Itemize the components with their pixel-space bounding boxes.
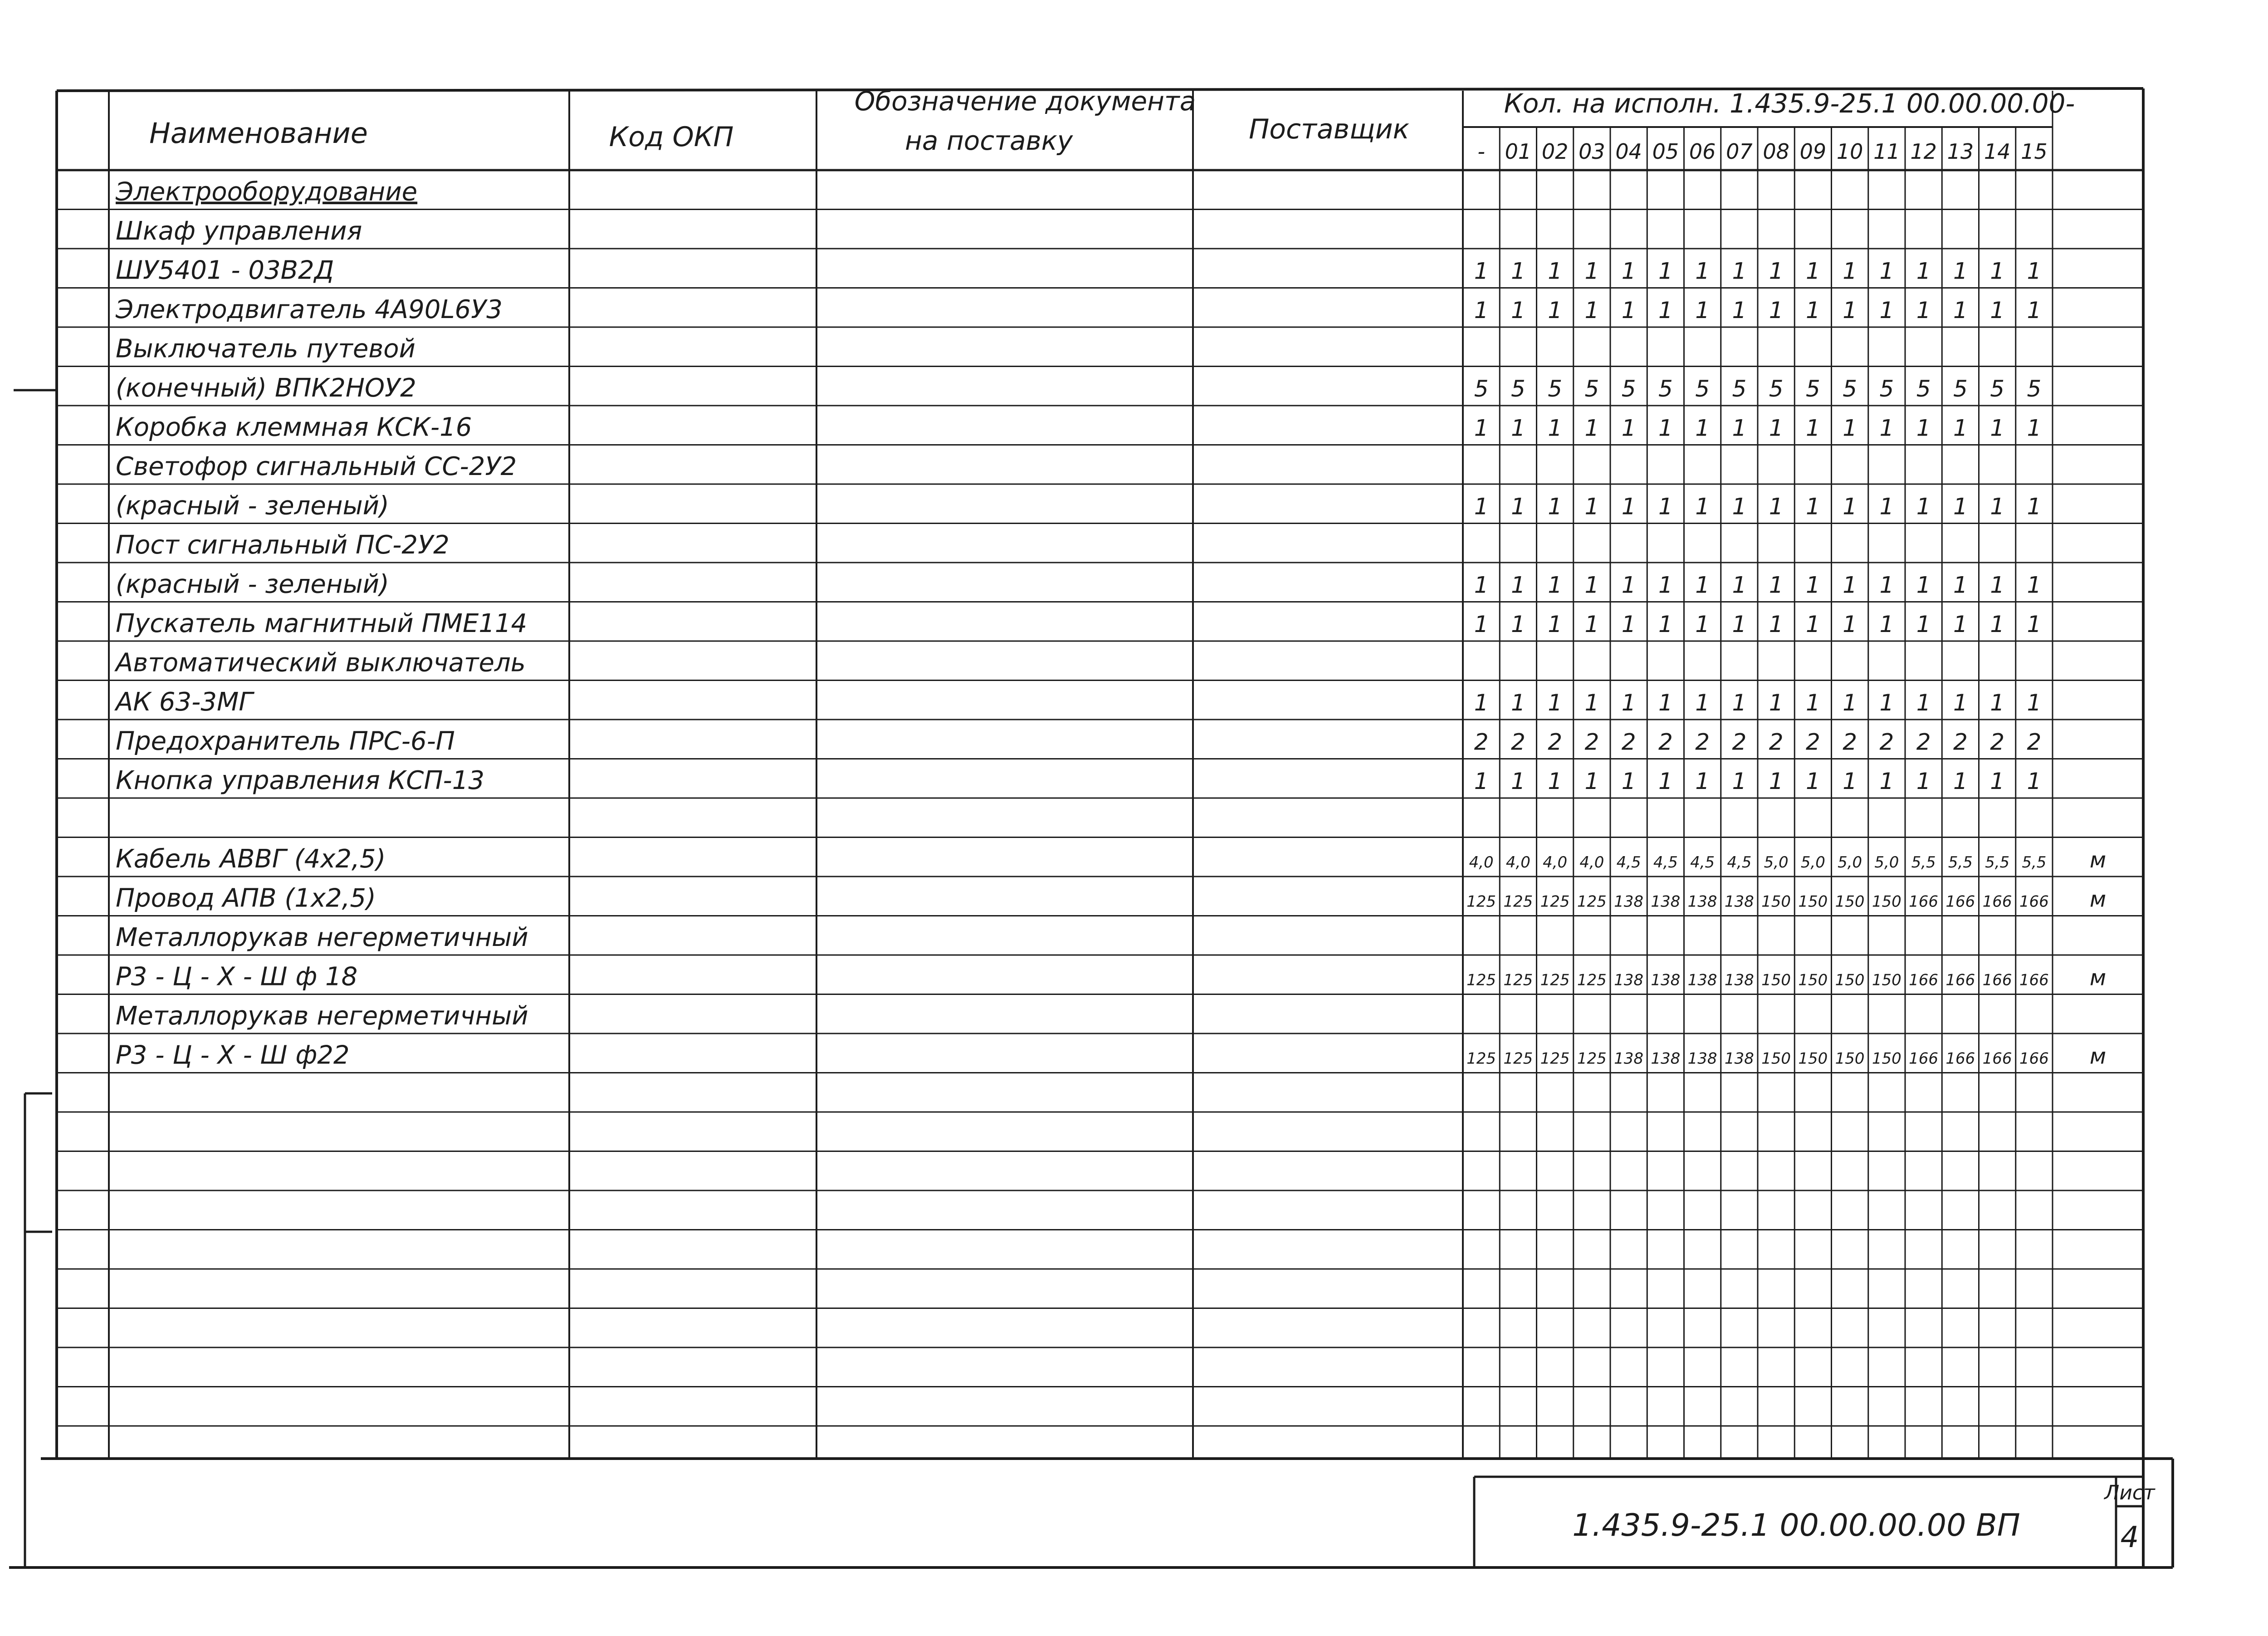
qty-cell: 1 <box>1732 572 1747 598</box>
qty-cell: 4,5 <box>1727 853 1752 872</box>
qty-cell: 1 <box>1510 768 1525 794</box>
qty-cell: 5,5 <box>1911 853 1936 872</box>
qty-cell: 138 <box>1614 892 1644 911</box>
unit-cell: м <box>2089 965 2107 991</box>
qty-cell: 166 <box>1982 971 2012 989</box>
qty-cell: 1 <box>1805 258 1820 284</box>
qty-cell: 1 <box>1769 297 1784 323</box>
qty-cell: 138 <box>1724 1049 1754 1068</box>
qty-cell: 2 <box>1658 729 1673 755</box>
qty-cell: 138 <box>1724 892 1754 911</box>
qty-cell: 2 <box>1510 729 1525 755</box>
qty-cell: 1 <box>1584 258 1599 284</box>
qty-cell: 2 <box>1695 729 1710 755</box>
qty-cell: 1 <box>1474 690 1489 716</box>
qty-cell: 4,0 <box>1469 853 1494 872</box>
qty-cell: 1 <box>1843 415 1857 441</box>
qty-cell: 166 <box>2019 971 2049 989</box>
row-name: Электрооборудование <box>116 177 418 207</box>
qty-cell: 138 <box>1687 1049 1717 1068</box>
qty-cell: 150 <box>1835 892 1865 911</box>
variant-header-02: 02 <box>1541 139 1569 164</box>
qty-cell: 5,5 <box>2022 853 2047 872</box>
qty-cell: 1 <box>1732 690 1747 716</box>
qty-cell: 1 <box>1621 493 1636 520</box>
qty-cell: 150 <box>1798 892 1828 911</box>
qty-cell: 1 <box>1658 493 1673 520</box>
qty-cell: 2 <box>2027 729 2042 755</box>
qty-cell: 1 <box>1953 768 1968 794</box>
row-name: Провод АПВ (1х2,5) <box>116 883 376 913</box>
row-name: Кнопка управления КСП-13 <box>116 766 484 795</box>
qty-cell: 1 <box>1474 493 1489 520</box>
qty-cell: 125 <box>1503 892 1533 911</box>
qty-cell: 5 <box>1548 376 1563 402</box>
stamp-sheet-number: 4 <box>2120 1521 2139 1554</box>
qty-cell: 1 <box>1695 493 1710 520</box>
qty-cell: 5 <box>1658 376 1673 402</box>
qty-cell: 125 <box>1466 1049 1496 1068</box>
qty-cell: 1 <box>1916 611 1931 637</box>
qty-cell: 1 <box>1769 415 1784 441</box>
qty-cell: 125 <box>1577 1049 1607 1068</box>
qty-cell: 1 <box>1548 297 1563 323</box>
header-doc-line1: Обозначение документа <box>854 86 1196 117</box>
qty-cell: 1 <box>2027 415 2042 441</box>
stamp-designation: 1.435.9-25.1 00.00.00.00 ВП <box>1572 1508 2020 1543</box>
unit-cell: м <box>2089 1043 2107 1069</box>
qty-cell: 1 <box>1621 572 1636 598</box>
qty-cell: 1 <box>1621 611 1636 637</box>
row-name: АК 63-3МГ <box>116 687 253 717</box>
qty-cell: 1 <box>1843 493 1857 520</box>
qty-cell: 1 <box>1695 768 1710 794</box>
qty-cell: 1 <box>1805 415 1820 441</box>
qty-cell: 5 <box>1879 376 1894 402</box>
qty-cell: 1 <box>1621 690 1636 716</box>
qty-cell: 1 <box>1474 258 1489 284</box>
qty-cell: 1 <box>2027 258 2042 284</box>
qty-cell: 150 <box>1835 1049 1865 1068</box>
qty-cell: 5,0 <box>1838 853 1862 872</box>
row-name: Предохранитель ПРС-6-П <box>116 726 455 756</box>
qty-cell: 1 <box>1584 415 1599 441</box>
qty-cell: 4,0 <box>1505 853 1530 872</box>
qty-cell: 1 <box>1658 258 1673 284</box>
qty-cell: 150 <box>1798 971 1828 989</box>
qty-cell: 5 <box>1510 376 1525 402</box>
qty-cell: 166 <box>1982 1049 2012 1068</box>
qty-cell: 2 <box>1916 729 1931 755</box>
header-supplier: Поставщик <box>1249 113 1409 145</box>
row-name: Коробка клеммная КСК-16 <box>116 412 472 442</box>
qty-cell: 1 <box>1695 258 1710 284</box>
qty-cell: 1 <box>1916 768 1931 794</box>
variant-headers <box>1477 139 2047 164</box>
qty-cell: 1 <box>1584 493 1599 520</box>
qty-cell: 1 <box>1805 768 1820 794</box>
qty-cell: 1 <box>1584 611 1599 637</box>
qty-cell: 2 <box>1769 729 1784 755</box>
qty-cell: 1 <box>1769 572 1784 598</box>
qty-cell: 1 <box>1990 415 2005 441</box>
qty-cell: 1 <box>1474 572 1489 598</box>
qty-cell: 166 <box>1982 892 2012 911</box>
qty-cell: 5 <box>1695 376 1710 402</box>
row-name: Пускатель магнитный ПМЕ114 <box>116 609 528 638</box>
qty-cell: 1 <box>1584 768 1599 794</box>
qty-cell: 1 <box>1474 768 1489 794</box>
qty-cell: 1 <box>1879 768 1894 794</box>
qty-cell: 1 <box>1990 572 2005 598</box>
qty-cell: 1 <box>1474 297 1489 323</box>
qty-cell: 138 <box>1614 1049 1644 1068</box>
variant-header-03: 03 <box>1579 139 1605 164</box>
qty-cell: 1 <box>1953 258 1968 284</box>
qty-cell: 1 <box>1769 258 1784 284</box>
qty-cell: 4,5 <box>1653 853 1678 872</box>
qty-cell: 1 <box>1805 690 1820 716</box>
qty-cell: 125 <box>1540 971 1570 989</box>
qty-cell: 1 <box>1805 572 1820 598</box>
qty-cell: 1 <box>1732 297 1747 323</box>
variant-header-09: 09 <box>1799 139 1827 164</box>
qty-cell: 1 <box>1658 297 1673 323</box>
qty-cell: 1 <box>1510 297 1525 323</box>
row-name: (конечный) ВПК2НОУ2 <box>116 373 416 403</box>
qty-cell: 2 <box>1548 729 1563 755</box>
header-name: Наименование <box>149 117 368 150</box>
qty-cell: 1 <box>1695 611 1710 637</box>
qty-cell: 138 <box>1724 971 1754 989</box>
qty-cell: 5,5 <box>1948 853 1973 872</box>
qty-cell: 1 <box>1658 690 1673 716</box>
row-name: Р3 - Ц - Х - Ш ф22 <box>116 1040 350 1070</box>
qty-cell: 1 <box>1916 258 1931 284</box>
qty-cell: 1 <box>2027 611 2042 637</box>
qty-cell: 1 <box>1548 415 1563 441</box>
qty-cell: 1 <box>1695 297 1710 323</box>
qty-cell: 166 <box>1945 892 1975 911</box>
qty-cell: 2 <box>1584 729 1599 755</box>
qty-cell: 1 <box>1769 611 1784 637</box>
qty-cell: 4,5 <box>1690 853 1715 872</box>
qty-cell: 166 <box>1945 971 1975 989</box>
variant-header-04: 04 <box>1615 139 1642 164</box>
header-okp: Код ОКП <box>609 121 734 153</box>
qty-cell: 1 <box>1658 572 1673 598</box>
qty-cell: 2 <box>1879 729 1894 755</box>
qty-cell: 166 <box>2019 892 2049 911</box>
qty-cell: 5 <box>1916 376 1931 402</box>
qty-cell: 1 <box>1990 297 2005 323</box>
qty-cell: 1 <box>1548 690 1563 716</box>
qty-cell: 1 <box>1769 493 1784 520</box>
qty-cell: 1 <box>1843 690 1857 716</box>
qty-cell: 125 <box>1577 971 1607 989</box>
qty-cell: 1 <box>1843 297 1857 323</box>
qty-cell: 1 <box>1584 690 1599 716</box>
qty-cell: 1 <box>1732 611 1747 637</box>
qty-cell: 1 <box>1510 690 1525 716</box>
qty-cell: 5 <box>1953 376 1968 402</box>
qty-cell: 5 <box>1805 376 1820 402</box>
qty-cell: 5 <box>2027 376 2042 402</box>
qty-cell: 1 <box>1843 572 1857 598</box>
qty-cell: 4,0 <box>1543 853 1568 872</box>
qty-cell: 150 <box>1872 892 1901 911</box>
qty-cell: 1 <box>1953 572 1968 598</box>
qty-cell: 138 <box>1687 971 1717 989</box>
qty-cell: 166 <box>1909 892 1939 911</box>
qty-cell: 166 <box>1909 971 1939 989</box>
qty-cell: 1 <box>1953 297 1968 323</box>
qty-cell: 1 <box>1584 297 1599 323</box>
qty-cell: 1 <box>1548 258 1563 284</box>
qty-cell: 5 <box>1843 376 1857 402</box>
header-qty-title: Кол. на исполн. 1.435.9-25.1 00.00.00.00- <box>1504 88 2075 119</box>
qty-cell: 2 <box>1953 729 1968 755</box>
qty-cell: 1 <box>1990 690 2005 716</box>
row-name: Металлорукав негерметичный <box>116 1001 528 1031</box>
qty-cell: 1 <box>1732 768 1747 794</box>
stamp-sheet-label: Лист <box>2104 1481 2155 1504</box>
qty-cell: 1 <box>1990 768 2005 794</box>
qty-cell: 1 <box>1879 493 1894 520</box>
qty-cell: 125 <box>1540 1049 1570 1068</box>
left-binding-strip <box>14 390 57 1567</box>
qty-cell: 166 <box>1945 1049 1975 1068</box>
qty-cell: 2 <box>1805 729 1820 755</box>
qty-cell: 1 <box>1916 572 1931 598</box>
qty-cell: 1 <box>1953 690 1968 716</box>
qty-cell: 1 <box>1695 690 1710 716</box>
qty-cell: 1 <box>1916 415 1931 441</box>
qty-cell: 1 <box>1658 768 1673 794</box>
qty-cell: 1 <box>1732 415 1747 441</box>
qty-cell: 5 <box>1474 376 1489 402</box>
qty-cell: 5,5 <box>1985 853 2010 872</box>
qty-cell: 1 <box>1916 690 1931 716</box>
qty-cell: 1 <box>1474 415 1489 441</box>
qty-cell: 4,5 <box>1616 853 1641 872</box>
qty-cell: 1 <box>1548 493 1563 520</box>
qty-cell: 1 <box>1916 493 1931 520</box>
qty-cell: 150 <box>1835 971 1865 989</box>
qty-cell: 4,0 <box>1579 853 1604 872</box>
qty-cell: 138 <box>1651 971 1681 989</box>
row-name: (красный - зеленый) <box>116 569 389 599</box>
variant-header-01: 01 <box>1505 139 1532 164</box>
row-name: (красный - зеленый) <box>116 491 389 521</box>
qty-cell: 150 <box>1798 1049 1828 1068</box>
qty-cell: 150 <box>1761 971 1791 989</box>
qty-cell: 1 <box>1879 690 1894 716</box>
qty-cell: 5 <box>1990 376 2005 402</box>
qty-cell: 1 <box>1510 572 1525 598</box>
variant-header-06: 06 <box>1689 139 1716 164</box>
qty-cell: 5 <box>1732 376 1747 402</box>
qty-cell: 125 <box>1503 971 1533 989</box>
qty-cell: 5,0 <box>1800 853 1825 872</box>
variant-header-07: 07 <box>1726 139 1753 164</box>
qty-cell: 1 <box>1621 415 1636 441</box>
qty-cell: 150 <box>1872 1049 1901 1068</box>
qty-cell: 166 <box>1909 1049 1939 1068</box>
qty-cell: 1 <box>1805 493 1820 520</box>
qty-cell: 1 <box>1474 611 1489 637</box>
row-name: Шкаф управления <box>116 216 362 246</box>
qty-cell: 2 <box>1843 729 1857 755</box>
unit-cell: м <box>2089 847 2107 873</box>
qty-cell: 1 <box>2027 768 2042 794</box>
qty-cell: 1 <box>1879 572 1894 598</box>
row-name: ШУ5401 - 03В2Д <box>116 255 334 285</box>
qty-cell: 5,0 <box>1764 853 1789 872</box>
qty-cell: 1 <box>2027 493 2042 520</box>
qty-cell: 1 <box>1843 258 1857 284</box>
qty-cell: 1 <box>1510 415 1525 441</box>
qty-cell: 1 <box>1548 768 1563 794</box>
row-name: Кабель АВВГ (4х2,5) <box>116 844 386 874</box>
qty-cell: 1 <box>1510 611 1525 637</box>
qty-cell: 5 <box>1769 376 1784 402</box>
qty-cell: 1 <box>1805 297 1820 323</box>
qty-cell: 5,0 <box>1874 853 1899 872</box>
qty-cell: 125 <box>1540 892 1570 911</box>
qty-cell: 1 <box>1769 690 1784 716</box>
qty-cell: 1 <box>1879 415 1894 441</box>
qty-cell: 1 <box>1953 611 1968 637</box>
row-name: Электродвигатель 4А90L6У3 <box>116 295 503 324</box>
row-name: Пост сигнальный ПС-2У2 <box>116 530 450 560</box>
qty-cell: 1 <box>1953 415 1968 441</box>
qty-cell: 1 <box>1621 768 1636 794</box>
variant-header-11: 11 <box>1873 139 1900 164</box>
qty-cell: 150 <box>1761 892 1791 911</box>
qty-cell: 1 <box>2027 297 2042 323</box>
qty-cell: 1 <box>1621 258 1636 284</box>
table-rows <box>114 177 2106 1070</box>
qty-cell: 125 <box>1466 971 1496 989</box>
qty-cell: 1 <box>1732 258 1747 284</box>
qty-cell: 1 <box>1548 611 1563 637</box>
row-name: Выключатель путевой <box>116 334 415 364</box>
qty-cell: 125 <box>1503 1049 1533 1068</box>
qty-cell: 1 <box>1805 611 1820 637</box>
variant-header-15: 15 <box>2021 139 2048 164</box>
row-name: Светофор сигнальный СС-2У2 <box>116 452 517 481</box>
qty-cell: 150 <box>1761 1049 1791 1068</box>
qty-cell: 1 <box>1843 611 1857 637</box>
qty-cell: 2 <box>1474 729 1489 755</box>
qty-cell: 138 <box>1687 892 1717 911</box>
qty-cell: 1 <box>1621 297 1636 323</box>
variant-header-05: 05 <box>1652 139 1679 164</box>
qty-cell: 1 <box>2027 690 2042 716</box>
variant-header-08: 08 <box>1763 139 1789 164</box>
variant-header-14: 14 <box>1984 139 2011 164</box>
variant-header-base: - <box>1477 139 1485 164</box>
qty-cell: 1 <box>1879 611 1894 637</box>
qty-cell: 1 <box>1658 415 1673 441</box>
qty-cell: 1 <box>1548 572 1563 598</box>
qty-cell: 1 <box>1916 297 1931 323</box>
qty-cell: 2 <box>1732 729 1747 755</box>
unit-cell: м <box>2089 887 2107 912</box>
qty-cell: 1 <box>1510 493 1525 520</box>
qty-cell: 1 <box>1732 493 1747 520</box>
qty-cell: 1 <box>1879 258 1894 284</box>
qty-cell: 166 <box>2019 1049 2049 1068</box>
variant-header-13: 13 <box>1947 139 1974 164</box>
qty-cell: 2 <box>1621 729 1636 755</box>
qty-cell: 5 <box>1584 376 1599 402</box>
header-doc-line2: на поставку <box>904 125 1073 156</box>
qty-cell: 1 <box>1695 415 1710 441</box>
qty-cell: 1 <box>1990 611 2005 637</box>
qty-cell: 1 <box>2027 572 2042 598</box>
qty-cell: 125 <box>1577 892 1607 911</box>
qty-cell: 1 <box>1953 493 1968 520</box>
qty-cell: 1 <box>1843 768 1857 794</box>
qty-cell: 1 <box>1990 493 2005 520</box>
variant-header-10: 10 <box>1836 139 1863 164</box>
qty-cell: 1 <box>1769 768 1784 794</box>
qty-cell: 1 <box>1658 611 1673 637</box>
row-name: Металлорукав негерметичный <box>116 923 528 952</box>
qty-cell: 138 <box>1614 971 1644 989</box>
qty-cell: 125 <box>1466 892 1496 911</box>
qty-cell: 1 <box>1510 258 1525 284</box>
row-name: Р3 - Ц - Х - Ш ф 18 <box>116 962 358 992</box>
variant-header-12: 12 <box>1910 139 1937 164</box>
qty-cell: 2 <box>1990 729 2005 755</box>
qty-cell: 1 <box>1584 572 1599 598</box>
qty-cell: 1 <box>1695 572 1710 598</box>
qty-cell: 138 <box>1651 892 1681 911</box>
qty-cell: 1 <box>1990 258 2005 284</box>
qty-cell: 138 <box>1651 1049 1681 1068</box>
qty-cell: 1 <box>1879 297 1894 323</box>
qty-cell: 5 <box>1621 376 1636 402</box>
row-name: Автоматический выключатель <box>116 648 526 678</box>
qty-cell: 150 <box>1872 971 1901 989</box>
